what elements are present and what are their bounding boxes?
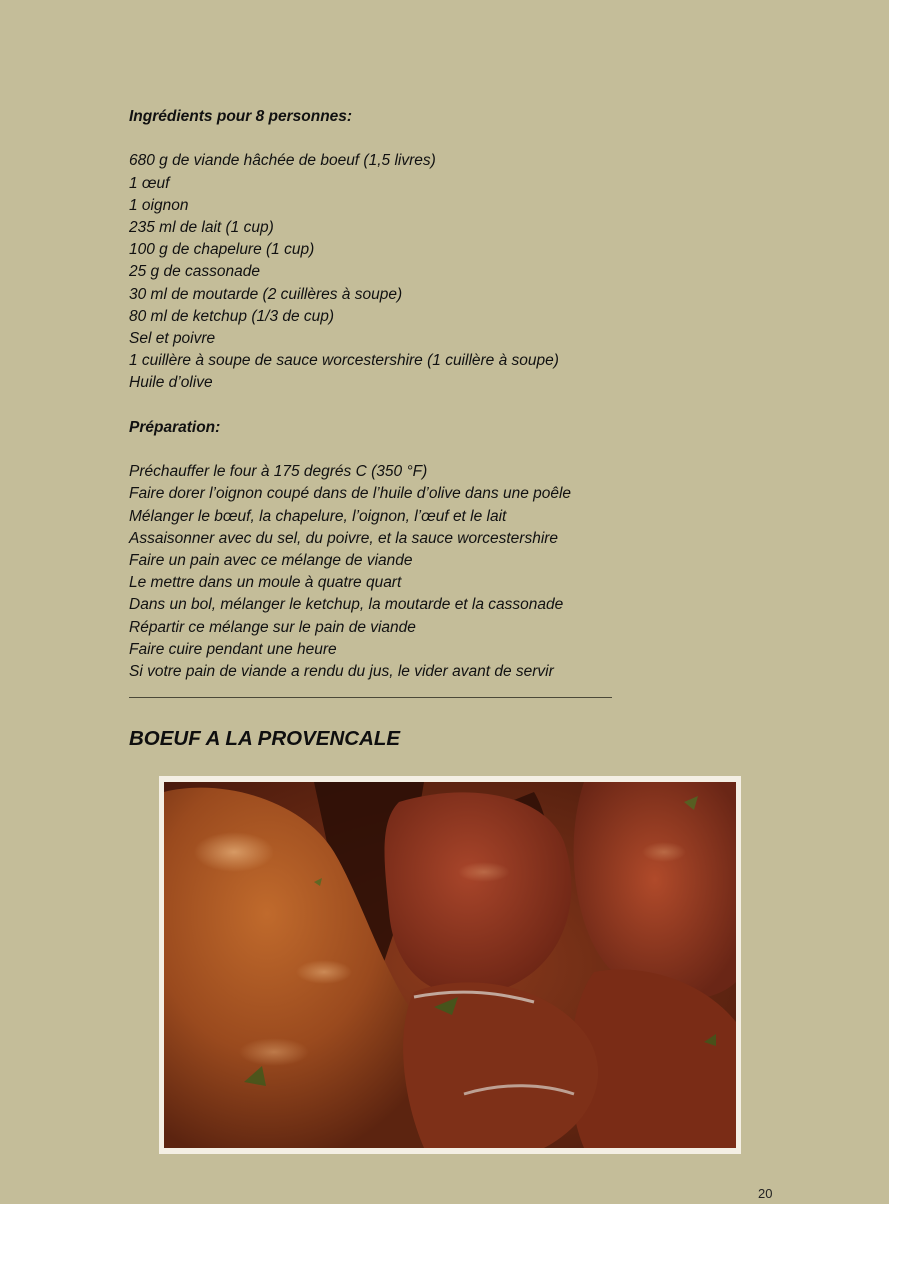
recipe-title: BOEUF A LA PROVENCALE <box>129 727 401 750</box>
beef-stew-photo <box>164 782 736 1148</box>
ingredient-item: 25 g de cassonade <box>129 263 260 281</box>
preparation-step: Si votre pain de viande a rendu du jus, le vider avant de servir <box>129 663 554 681</box>
preparation-step: Assaisonner avec du sel, du poivre, et la sauce worcestershire <box>129 529 559 547</box>
ingredient-item: 1 œuf <box>129 174 170 192</box>
ingredient-item: 1 oignon <box>129 196 189 214</box>
ingredient-item: 80 ml de ketchup (1/3 de cup) <box>129 307 335 325</box>
preparation-step: Dans un bol, mélanger le ketchup, la moutarde et la cassonade <box>129 596 564 614</box>
separator-rule <box>129 697 612 698</box>
ingredient-item: Sel et poivre <box>129 330 216 348</box>
ingredient-item: 30 ml de moutarde (2 cuillères à soupe) <box>129 285 403 303</box>
ingredient-item: 100 g de chapelure (1 cup) <box>129 241 315 259</box>
spacer <box>129 128 769 150</box>
preparation-step: Faire cuire pendant une heure <box>129 640 337 658</box>
spacer <box>129 395 769 417</box>
preparation-steps <box>129 461 769 683</box>
ingredient-item: 235 ml de lait (1 cup) <box>129 219 274 236</box>
preparation-step: Mélanger le bœuf, la chapelure, l’oignon, l’œuf et le lait <box>129 507 507 525</box>
ingredient-item: 680 g de viande hâchée de boeuf (1,5 livres) <box>129 152 436 170</box>
spacer <box>129 439 769 461</box>
page-number: 20 <box>758 1186 773 1201</box>
preparation-step: Préchauffer le four à 175 degrés C (350 °F) <box>129 463 428 481</box>
preparation-step: Faire un pain avec ce mélange de viande <box>129 552 413 570</box>
recipe-text <box>129 106 769 683</box>
ingredient-item: 1 cuillère à soupe de sauce worcestershire (1 cuillère à soupe) <box>129 352 559 370</box>
preparation-heading: Préparation: <box>129 418 221 436</box>
ingredients-heading: Ingrédients pour 8 personnes: <box>129 108 353 125</box>
preparation-step: Répartir ce mélange sur le pain de viande <box>129 618 416 636</box>
preparation-step: Le mettre dans un moule à quatre quart <box>129 574 402 592</box>
ingredients-list <box>129 150 769 394</box>
preparation-step: Faire dorer l’oignon coupé dans de l’huile d’olive dans une poêle <box>129 485 572 503</box>
ingredient-item: Huile d’olive <box>129 374 213 392</box>
